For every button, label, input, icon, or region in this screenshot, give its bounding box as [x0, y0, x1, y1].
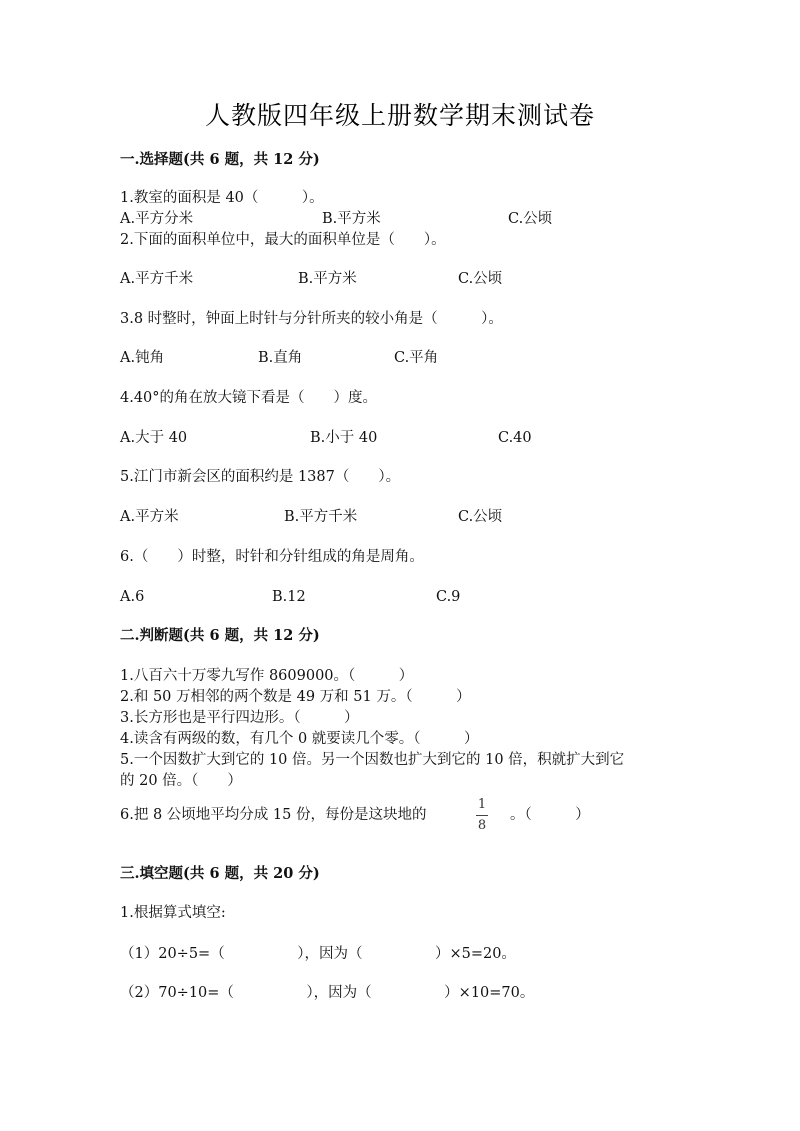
- option-c: C.公顷: [508, 211, 553, 227]
- question-stem: 6.（ ）时整，时针和分针组成的角是周角。: [120, 549, 424, 565]
- fill-question: 1.根据算式填空:: [120, 905, 226, 921]
- option-b: B.12: [272, 589, 306, 605]
- question-stem: 3.8 时整时，钟面上时针与分针所夹的较小角是（ ）。: [120, 311, 503, 327]
- option-a: A.6: [120, 589, 145, 605]
- fraction-bar: [476, 815, 488, 816]
- option-c: C.公顷: [458, 509, 503, 525]
- judgement-item: 3.长方形也是平行四边形。（ ）: [120, 710, 359, 726]
- judgement-item: 4.读含有两级的数，有几个 0 就要读几个零。（ ）: [120, 731, 479, 747]
- option-a: A.大于 40: [120, 430, 188, 446]
- section-heading-judgement: 二.判断题(共 6 题，共 12 分): [120, 627, 320, 644]
- judgement-item: 6.把 8 公顷地平均分成 15 份，每份是这块地的: [120, 807, 427, 823]
- fraction-denominator: 8: [477, 818, 487, 833]
- option-b: B.平方千米: [284, 509, 358, 525]
- option-c: C.公顷: [458, 271, 503, 287]
- judgement-item-blank: 。（ ）: [510, 807, 590, 823]
- option-a: A.平方米: [120, 509, 179, 525]
- option-c: C.40: [498, 430, 532, 446]
- question-stem: 4.40°的角在放大镜下看是（ ）度。: [120, 390, 378, 406]
- question-stem: 5.江门市新会区的面积约是 1387（ ）。: [120, 469, 401, 485]
- option-a: A.平方分米: [120, 211, 194, 227]
- section-heading-fill: 三.填空题(共 6 题，共 20 分): [120, 865, 320, 882]
- judgement-item: 5.一个因数扩大到它的 10 倍。另一个因数也扩大到它的 10 倍，积就扩大到它: [120, 752, 625, 768]
- option-c: C.平角: [394, 350, 439, 366]
- judgement-item-continued: 的 20 倍。（ ）: [120, 773, 242, 789]
- option-b: B.直角: [258, 350, 303, 366]
- fill-subquestion: （2）70÷10=（ ），因为（ ）×10=70。: [120, 985, 535, 1001]
- option-a: A.钝角: [120, 350, 165, 366]
- option-a: A.平方千米: [120, 271, 194, 287]
- fill-subquestion: （1）20÷5=（ ），因为（ ）×5=20。: [120, 946, 516, 962]
- fraction-numerator: 1: [477, 797, 487, 812]
- section-heading-choice: 一.选择题(共 6 题，共 12 分): [120, 151, 320, 168]
- question-stem: 1.教室的面积是 40（ ）。: [120, 190, 324, 206]
- judgement-item: 1.八百六十万零九写作 8609000。（ ）: [120, 668, 414, 684]
- page-title: 人教版四年级上册数学期末测试卷: [204, 101, 595, 130]
- option-b: B.平方米: [298, 271, 357, 287]
- judgement-item: 2.和 50 万相邻的两个数是 49 万和 51 万。（ ）: [120, 689, 471, 705]
- option-c: C.9: [436, 589, 461, 605]
- fraction: [472, 797, 492, 834]
- option-b: B.小于 40: [310, 430, 378, 446]
- question-stem: 2.下面的面积单位中，最大的面积单位是（ ）。: [120, 232, 446, 248]
- option-b: B.平方米: [322, 211, 381, 227]
